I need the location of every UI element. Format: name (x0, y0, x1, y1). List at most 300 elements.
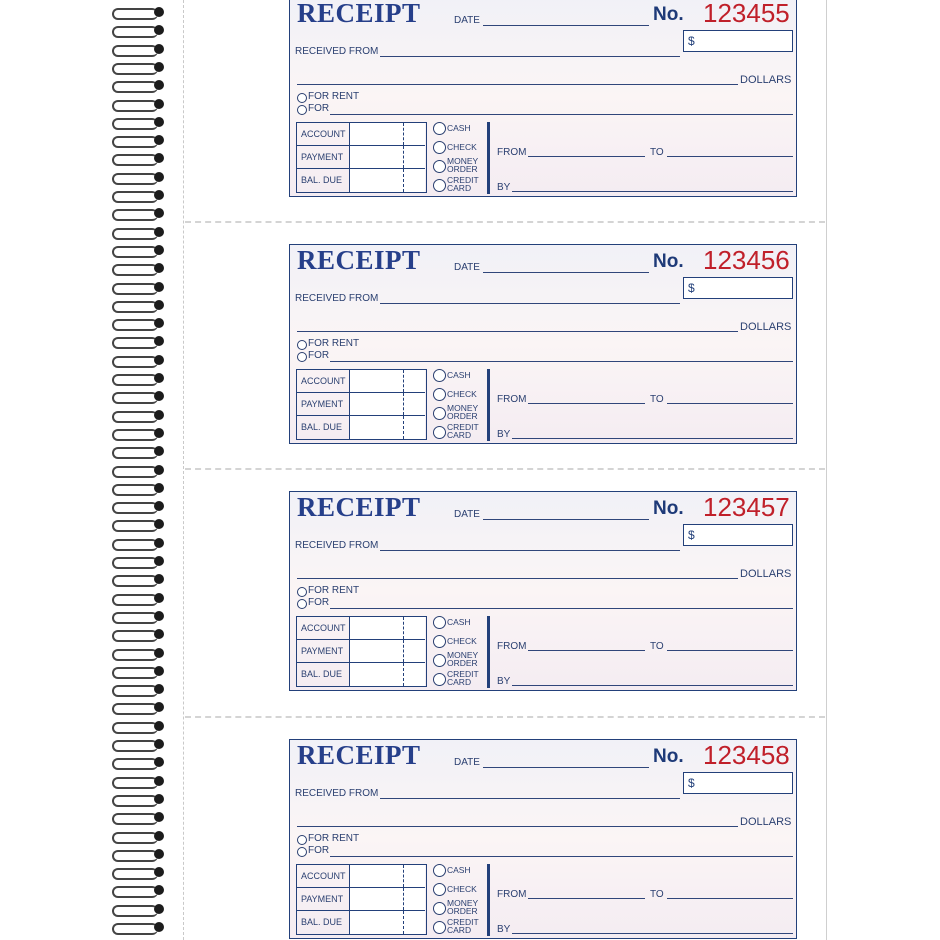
spiral-coil (112, 299, 170, 311)
money-order-line-1: MONEY (447, 898, 479, 908)
receipt-number: 123458 (703, 740, 790, 770)
perforation-vertical (183, 0, 184, 940)
for-line[interactable] (330, 114, 793, 115)
cash-radio[interactable] (433, 864, 446, 877)
for-radio[interactable] (297, 847, 307, 857)
receipt-number-label: No. (653, 498, 684, 519)
cash-label: CASH (447, 370, 471, 380)
coil-wire (112, 45, 158, 57)
cash-label: CASH (447, 617, 471, 627)
to-label: TO (650, 147, 664, 158)
coil-wire (112, 429, 158, 441)
account-row (297, 865, 425, 888)
amount-box[interactable] (683, 30, 793, 52)
cash-label: CASH (447, 865, 471, 875)
date-line[interactable] (483, 25, 649, 26)
credit-card-radio[interactable] (433, 179, 446, 192)
spiral-coil (112, 665, 170, 677)
account-amount-field[interactable] (349, 370, 425, 392)
account-amount-field[interactable] (349, 865, 425, 887)
binding-hole (154, 702, 164, 712)
binding-hole (154, 391, 164, 401)
spiral-coil (112, 518, 170, 530)
perforation-horizontal (185, 468, 825, 470)
account-table (296, 616, 427, 687)
money-order-label (447, 899, 478, 915)
from-label: FROM (497, 147, 527, 158)
credit-card-line-1: CREDIT (447, 669, 479, 679)
payment-amount-field[interactable] (349, 393, 425, 415)
by-line[interactable] (512, 438, 793, 439)
to-line[interactable] (667, 650, 793, 651)
divider-bar (487, 616, 490, 688)
coil-wire (112, 466, 158, 478)
binding-hole (154, 593, 164, 603)
coil-wire (112, 722, 158, 734)
coil-wire (112, 118, 158, 130)
binding-hole (154, 538, 164, 548)
spiral-coil (112, 537, 170, 549)
dollars-line[interactable] (297, 331, 738, 332)
binding-hole (154, 355, 164, 365)
spiral-coil (112, 281, 170, 293)
receipt-number-label: No. (653, 251, 684, 272)
coil-wire (112, 594, 158, 606)
received-from-label: RECEIVED FROM (295, 293, 379, 304)
money-order-radio[interactable] (433, 160, 446, 173)
received-from-label: RECEIVED FROM (295, 788, 379, 799)
binding-hole (154, 336, 164, 346)
cash-radio[interactable] (433, 369, 446, 382)
money-order-label (447, 404, 478, 420)
coil-wire (112, 246, 158, 258)
to-line[interactable] (667, 156, 793, 157)
binding-hole (154, 80, 164, 90)
perforation-horizontal (185, 716, 825, 718)
to-line[interactable] (667, 403, 793, 404)
for-rent-radio[interactable] (297, 93, 307, 103)
to-label: TO (650, 641, 664, 652)
amount-box[interactable] (683, 524, 793, 546)
coil-wire (112, 649, 158, 661)
receipt-number: 123456 (703, 245, 790, 275)
from-line[interactable] (528, 403, 645, 404)
payment-amount-field[interactable] (349, 888, 425, 910)
receipt-form (289, 739, 797, 939)
spiral-coil (112, 354, 170, 366)
coil-wire (112, 264, 158, 276)
date-label: DATE (454, 757, 480, 768)
binding-hole (154, 62, 164, 72)
coil-wire (112, 703, 158, 715)
binding-hole (154, 666, 164, 676)
coil-wire (112, 63, 158, 75)
credit-card-label (447, 423, 479, 439)
spiral-coil (112, 793, 170, 805)
dollars-line[interactable] (297, 578, 738, 579)
spiral-coil (112, 555, 170, 567)
for-label: FOR (308, 845, 330, 856)
spiral-coil (112, 134, 170, 146)
binding-hole (154, 629, 164, 639)
amount-box[interactable] (683, 772, 793, 794)
money-order-label (447, 157, 478, 173)
from-line[interactable] (528, 898, 645, 899)
coil-wire (112, 685, 158, 697)
for-line[interactable] (330, 608, 793, 609)
account-table (296, 369, 427, 440)
binding-hole (154, 648, 164, 658)
by-label: BY (497, 924, 511, 935)
money-order-radio[interactable] (433, 407, 446, 420)
binding-hole (154, 446, 164, 456)
spiral-coil (112, 6, 170, 18)
coil-wire (112, 758, 158, 770)
bal-due-amount-field[interactable] (349, 663, 425, 686)
from-line[interactable] (528, 156, 645, 157)
dollar-sign: $ (688, 34, 695, 48)
payment-amount-field[interactable] (349, 146, 425, 168)
for-label: FOR (308, 103, 330, 114)
coil-wire (112, 795, 158, 807)
payment-label: PAYMENT (301, 894, 344, 904)
by-label: BY (497, 429, 511, 440)
spiral-coil (112, 573, 170, 585)
by-line[interactable] (512, 685, 793, 686)
cash-radio[interactable] (433, 122, 446, 135)
spiral-coil (112, 409, 170, 421)
coil-wire (112, 8, 158, 20)
binding-hole (154, 373, 164, 383)
dollars-line[interactable] (297, 84, 738, 85)
payment-amount-field[interactable] (349, 640, 425, 662)
check-radio[interactable] (433, 883, 446, 896)
binding-hole (154, 922, 164, 932)
binding-hole (154, 501, 164, 511)
coil-wire (112, 813, 158, 825)
spiral-coil (112, 683, 170, 695)
spiral-coil (112, 464, 170, 476)
spiral-coil (112, 244, 170, 256)
dollar-sign: $ (688, 776, 695, 790)
money-order-line-1: MONEY (447, 650, 479, 660)
for-rent-label: FOR RENT (308, 91, 360, 102)
credit-card-line-2: CARD (447, 183, 472, 193)
spiral-coil (112, 79, 170, 91)
by-label: BY (497, 182, 511, 193)
check-label: CHECK (447, 636, 477, 646)
spiral-binding (0, 0, 175, 940)
spiral-coil (112, 775, 170, 787)
coil-wire (112, 832, 158, 844)
money-order-line-1: MONEY (447, 156, 479, 166)
receipt-form (289, 0, 797, 197)
date-label: DATE (454, 15, 480, 26)
binding-hole (154, 757, 164, 767)
credit-card-radio[interactable] (433, 921, 446, 934)
check-radio[interactable] (433, 141, 446, 154)
divider-bar (487, 122, 490, 194)
spiral-coil (112, 189, 170, 201)
binding-hole (154, 7, 164, 17)
coil-wire (112, 100, 158, 112)
spiral-coil (112, 262, 170, 274)
credit-card-radio[interactable] (433, 673, 446, 686)
spiral-coil (112, 500, 170, 512)
money-order-line-1: MONEY (447, 403, 479, 413)
date-line[interactable] (483, 519, 649, 520)
payment-label: PAYMENT (301, 399, 344, 409)
by-line[interactable] (512, 933, 793, 934)
binding-hole (154, 739, 164, 749)
received-from-label: RECEIVED FROM (295, 540, 379, 551)
cash-radio[interactable] (433, 616, 446, 629)
coil-wire (112, 868, 158, 880)
coil-wire (112, 228, 158, 240)
dollars-label: DOLLARS (740, 74, 792, 86)
divider-bar (487, 864, 490, 936)
spiral-coil (112, 226, 170, 238)
amount-box[interactable] (683, 277, 793, 299)
for-rent-radio[interactable] (297, 340, 307, 350)
check-label: CHECK (447, 389, 477, 399)
binding-hole (154, 831, 164, 841)
receipt-title: RECEIPT (297, 492, 421, 522)
binding-hole (154, 282, 164, 292)
spiral-coil (112, 647, 170, 659)
for-radio[interactable] (297, 599, 307, 609)
bal-due-amount-field[interactable] (349, 169, 425, 192)
money-order-line-2: ORDER (447, 906, 478, 916)
divider-bar (487, 369, 490, 441)
account-label: ACCOUNT (301, 376, 346, 386)
binding-hole (154, 318, 164, 328)
for-radio[interactable] (297, 352, 307, 362)
bal-due-label: BAL. DUE (301, 422, 343, 432)
coil-wire (112, 557, 158, 569)
received-from-line[interactable] (380, 56, 680, 57)
received-from-line[interactable] (380, 303, 680, 304)
spiral-coil (112, 811, 170, 823)
coil-wire (112, 539, 158, 551)
spiral-coil (112, 921, 170, 933)
coil-wire (112, 154, 158, 166)
bal-due-label: BAL. DUE (301, 917, 343, 927)
coil-wire (112, 301, 158, 313)
bal-due-label: BAL. DUE (301, 669, 343, 679)
received-from-label: RECEIVED FROM (295, 46, 379, 57)
for-radio[interactable] (297, 105, 307, 115)
spiral-coil (112, 720, 170, 732)
from-line[interactable] (528, 650, 645, 651)
spiral-coil (112, 152, 170, 164)
account-row (297, 370, 425, 393)
spiral-coil (112, 848, 170, 860)
for-rent-radio[interactable] (297, 835, 307, 845)
account-amount-field[interactable] (349, 617, 425, 639)
spiral-coil (112, 317, 170, 329)
receipt-title: RECEIPT (297, 740, 421, 770)
coil-wire (112, 136, 158, 148)
dollars-label: DOLLARS (740, 321, 792, 333)
bal-due-row (297, 169, 425, 192)
spiral-coil (112, 756, 170, 768)
dollars-line[interactable] (297, 826, 738, 827)
credit-card-radio[interactable] (433, 426, 446, 439)
binding-hole (154, 904, 164, 914)
receipt-number-label: No. (653, 746, 684, 767)
spiral-coil (112, 592, 170, 604)
coil-wire (112, 191, 158, 203)
bal-due-label: BAL. DUE (301, 175, 343, 185)
payment-row (297, 146, 425, 169)
binding-hole (154, 885, 164, 895)
to-line[interactable] (667, 898, 793, 899)
spiral-coil (112, 43, 170, 55)
spiral-coil (112, 482, 170, 494)
binding-hole (154, 227, 164, 237)
credit-card-line-2: CARD (447, 677, 472, 687)
coil-wire (112, 283, 158, 295)
spiral-coil (112, 738, 170, 750)
spiral-coil (112, 445, 170, 457)
bal-due-row (297, 911, 425, 934)
coil-wire (112, 886, 158, 898)
coil-wire (112, 667, 158, 679)
binding-hole (154, 263, 164, 273)
binding-hole (154, 172, 164, 182)
coil-wire (112, 905, 158, 917)
page-edge (826, 0, 827, 940)
binding-hole (154, 812, 164, 822)
bal-due-amount-field[interactable] (349, 911, 425, 934)
binding-hole (154, 556, 164, 566)
payment-row (297, 640, 425, 663)
binding-hole (154, 794, 164, 804)
to-label: TO (650, 394, 664, 405)
account-amount-field[interactable] (349, 123, 425, 145)
coil-wire (112, 173, 158, 185)
date-line[interactable] (483, 767, 649, 768)
for-line[interactable] (330, 856, 793, 857)
receipt-number-label: No. (653, 4, 684, 25)
binding-hole (154, 25, 164, 35)
cash-label: CASH (447, 123, 471, 133)
check-label: CHECK (447, 142, 477, 152)
spiral-coil (112, 207, 170, 219)
money-order-radio[interactable] (433, 654, 446, 667)
coil-wire (112, 81, 158, 93)
coil-wire (112, 374, 158, 386)
binding-hole (154, 135, 164, 145)
check-radio[interactable] (433, 635, 446, 648)
money-order-radio[interactable] (433, 902, 446, 915)
for-rent-radio[interactable] (297, 587, 307, 597)
account-label: ACCOUNT (301, 129, 346, 139)
coil-wire (112, 319, 158, 331)
bal-due-row (297, 416, 425, 439)
for-line[interactable] (330, 361, 793, 362)
date-line[interactable] (483, 272, 649, 273)
coil-wire (112, 337, 158, 349)
money-order-line-2: ORDER (447, 164, 478, 174)
dollar-sign: $ (688, 281, 695, 295)
payment-row (297, 393, 425, 416)
coil-wire (112, 575, 158, 587)
spiral-coil (112, 390, 170, 402)
for-label: FOR (308, 350, 330, 361)
binding-hole (154, 44, 164, 54)
binding-hole (154, 190, 164, 200)
payment-row (297, 888, 425, 911)
perforation-horizontal (185, 221, 825, 223)
binding-hole (154, 428, 164, 438)
binding-hole (154, 245, 164, 255)
payment-label: PAYMENT (301, 152, 344, 162)
spiral-coil (112, 171, 170, 183)
check-label: CHECK (447, 884, 477, 894)
bal-due-amount-field[interactable] (349, 416, 425, 439)
spiral-coil (112, 701, 170, 713)
received-from-line[interactable] (380, 798, 680, 799)
binding-hole (154, 117, 164, 127)
binding-hole (154, 611, 164, 621)
spiral-coil (112, 116, 170, 128)
binding-hole (154, 483, 164, 493)
binding-hole (154, 300, 164, 310)
coil-wire (112, 923, 158, 935)
spiral-coil (112, 24, 170, 36)
by-line[interactable] (512, 191, 793, 192)
coil-wire (112, 612, 158, 624)
dollars-label: DOLLARS (740, 568, 792, 580)
binding-hole (154, 849, 164, 859)
from-label: FROM (497, 394, 527, 405)
from-label: FROM (497, 641, 527, 652)
credit-card-line-1: CREDIT (447, 175, 479, 185)
receipt-title: RECEIPT (297, 0, 421, 28)
coil-wire (112, 484, 158, 496)
coil-wire (112, 447, 158, 459)
for-rent-label: FOR RENT (308, 833, 360, 844)
binding-hole (154, 776, 164, 786)
date-label: DATE (454, 262, 480, 273)
account-label: ACCOUNT (301, 623, 346, 633)
spiral-coil (112, 903, 170, 915)
spiral-coil (112, 830, 170, 842)
spiral-coil (112, 427, 170, 439)
received-from-line[interactable] (380, 550, 680, 551)
receipt-form (289, 244, 797, 444)
coil-wire (112, 411, 158, 423)
money-order-label (447, 651, 478, 667)
from-label: FROM (497, 889, 527, 900)
account-table (296, 122, 427, 193)
coil-wire (112, 520, 158, 532)
check-radio[interactable] (433, 388, 446, 401)
credit-card-line-2: CARD (447, 430, 472, 440)
binding-hole (154, 574, 164, 584)
spiral-coil (112, 628, 170, 640)
credit-card-label (447, 918, 479, 934)
receipt-number: 123457 (703, 492, 790, 522)
binding-hole (154, 721, 164, 731)
account-row (297, 123, 425, 146)
coil-wire (112, 502, 158, 514)
coil-wire (112, 209, 158, 221)
bal-due-row (297, 663, 425, 686)
binding-hole (154, 465, 164, 475)
